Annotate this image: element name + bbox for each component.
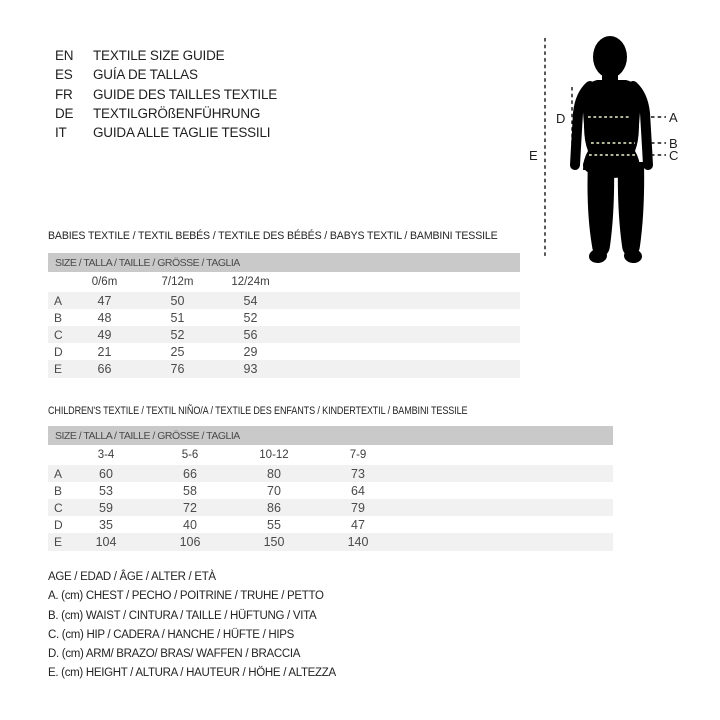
measure-label-C: C — [669, 148, 679, 163]
row-label: B — [54, 310, 63, 325]
measurement-legend — [48, 568, 336, 684]
column-header: 12/24m — [231, 276, 270, 288]
legend-arm-line: D. (cm) ARM/ BRAZO/ BRAS/ WAFFEN / BRACCIA — [48, 648, 301, 661]
table-row — [48, 292, 520, 309]
cell: 150 — [232, 533, 316, 551]
cell: 49 — [68, 326, 141, 343]
language-code: IT — [55, 125, 67, 141]
cell: 73 — [316, 465, 400, 482]
cell: 66 — [148, 465, 232, 482]
silhouette-right-leg — [618, 162, 644, 256]
language-code: DE — [55, 105, 74, 121]
babies-size-table — [48, 253, 520, 378]
table-row — [48, 309, 520, 326]
legend-hip-line: C. (cm) HIP / CADERA / HANCHE / HÜFTE / HIPS — [48, 628, 295, 641]
measure-label-A: A — [669, 110, 678, 125]
table-row — [48, 326, 520, 343]
cell: 47 — [68, 292, 141, 309]
child-silhouette-figure — [520, 25, 705, 270]
cell: 47 — [351, 517, 365, 532]
row-label: A — [48, 465, 64, 482]
column-header-row — [48, 445, 613, 465]
column-header: 5-6 — [181, 449, 199, 461]
guide-title-es: GUÍA DE TALLAS — [93, 67, 198, 83]
measure-label-D: D — [556, 111, 566, 126]
cell: 56 — [214, 326, 287, 343]
cell: 60 — [64, 465, 148, 482]
row-label: C — [48, 326, 68, 343]
language-title-list — [55, 46, 277, 142]
cell: 40 — [183, 517, 197, 532]
cell: 51 — [170, 310, 185, 325]
size-header-label: SIZE / TALLA / TAILLE / GRÖSSE / TAGLIA — [48, 426, 613, 445]
cell: 58 — [183, 483, 197, 498]
babies-table-title: BABIES TEXTILE / TEXTIL BEBÉS / TEXTILE DES BÉBÉS / BABYS TEXTIL / BAMBINI TESSILE — [48, 230, 498, 242]
row-label: E — [48, 533, 64, 551]
table-header-bar — [48, 426, 613, 445]
measure-label-E: E — [529, 148, 538, 163]
cell: 64 — [351, 483, 365, 498]
language-row-it — [55, 123, 277, 142]
legend-chest-line: A. (cm) CHEST / PECHO / POITRINE / TRUHE / PETTO — [48, 590, 324, 603]
language-row-en — [55, 46, 277, 65]
cell: 106 — [148, 533, 232, 551]
cell: 72 — [148, 499, 232, 516]
cell: 54 — [214, 292, 287, 309]
table-row — [48, 499, 613, 516]
size-header-label: SIZE / TALLA / TAILLE / GRÖSSE / TAGLIA — [48, 253, 520, 272]
children-size-table — [48, 426, 613, 551]
cell: 66 — [68, 360, 141, 378]
cell: 86 — [232, 499, 316, 516]
row-label: E — [48, 360, 68, 378]
cell: 79 — [316, 499, 400, 516]
cell: 59 — [64, 499, 148, 516]
column-header: 7-9 — [349, 449, 367, 461]
cell: 93 — [214, 360, 287, 378]
column-header: 0/6m — [91, 276, 118, 288]
child-silhouette — [575, 36, 648, 264]
table-row — [48, 465, 613, 482]
language-row-fr — [55, 85, 277, 104]
column-header: 3-4 — [97, 449, 115, 461]
cell: 29 — [243, 344, 258, 359]
language-row-es — [55, 65, 277, 84]
cell: 104 — [64, 533, 148, 551]
cell: 55 — [267, 517, 281, 532]
cell: 70 — [267, 483, 281, 498]
cell: 25 — [170, 344, 185, 359]
cell: 21 — [97, 344, 112, 359]
table-row — [48, 360, 520, 378]
row-label: D — [54, 517, 63, 532]
language-code: ES — [55, 67, 73, 83]
cell: 50 — [141, 292, 214, 309]
guide-title-en: TEXTILE SIZE GUIDE — [93, 48, 225, 63]
language-code: EN — [55, 48, 74, 63]
table-row — [48, 482, 613, 499]
children-table-title: CHILDREN'S TEXTILE / TEXTIL NIÑO/A / TEXTILE DES ENFANTS / KINDERTEXTIL / BAMBINI TESSILE — [48, 405, 468, 417]
guide-title-it: GUIDA ALLE TAGLIE TESSILI — [93, 125, 271, 141]
table-row — [48, 533, 613, 551]
column-header-row — [48, 272, 520, 292]
guide-title-de: TEXTILGRÖßENFÜHRUNG — [93, 105, 261, 121]
cell: 52 — [141, 326, 214, 343]
cell: 140 — [316, 533, 400, 551]
guide-title-fr: GUIDE DES TAILLES TEXTILE — [93, 86, 278, 102]
cell: 80 — [232, 465, 316, 482]
measure-label-B: B — [669, 136, 678, 151]
column-header: 10-12 — [259, 449, 289, 461]
language-row-de — [55, 104, 277, 123]
cell: 48 — [97, 310, 112, 325]
row-label: A — [48, 292, 68, 309]
legend-height-line: E. (cm) HEIGHT / ALTURA / HAUTEUR / HÖHE / ALTEZZA — [48, 667, 336, 680]
row-label: B — [54, 483, 63, 498]
legend-waist-line: B. (cm) WAIST / CINTURA / TAILLE / HÜFTUNG / VITA — [48, 609, 317, 622]
empty-cell — [48, 445, 64, 465]
empty-cell — [48, 272, 68, 292]
silhouette-left-leg — [588, 162, 615, 256]
row-label: D — [54, 344, 63, 359]
legend-age-line: AGE / EDAD / ÂGE / ALTER / ETÀ — [48, 571, 216, 583]
row-label: C — [48, 499, 64, 516]
language-code: FR — [55, 86, 73, 102]
cell: 52 — [243, 310, 258, 325]
column-header: 7/12m — [161, 276, 194, 288]
cell: 35 — [99, 517, 113, 532]
table-row — [48, 343, 520, 360]
table-row — [48, 516, 613, 533]
cell: 53 — [99, 483, 113, 498]
cell: 76 — [141, 360, 214, 378]
table-header-bar — [48, 253, 520, 272]
